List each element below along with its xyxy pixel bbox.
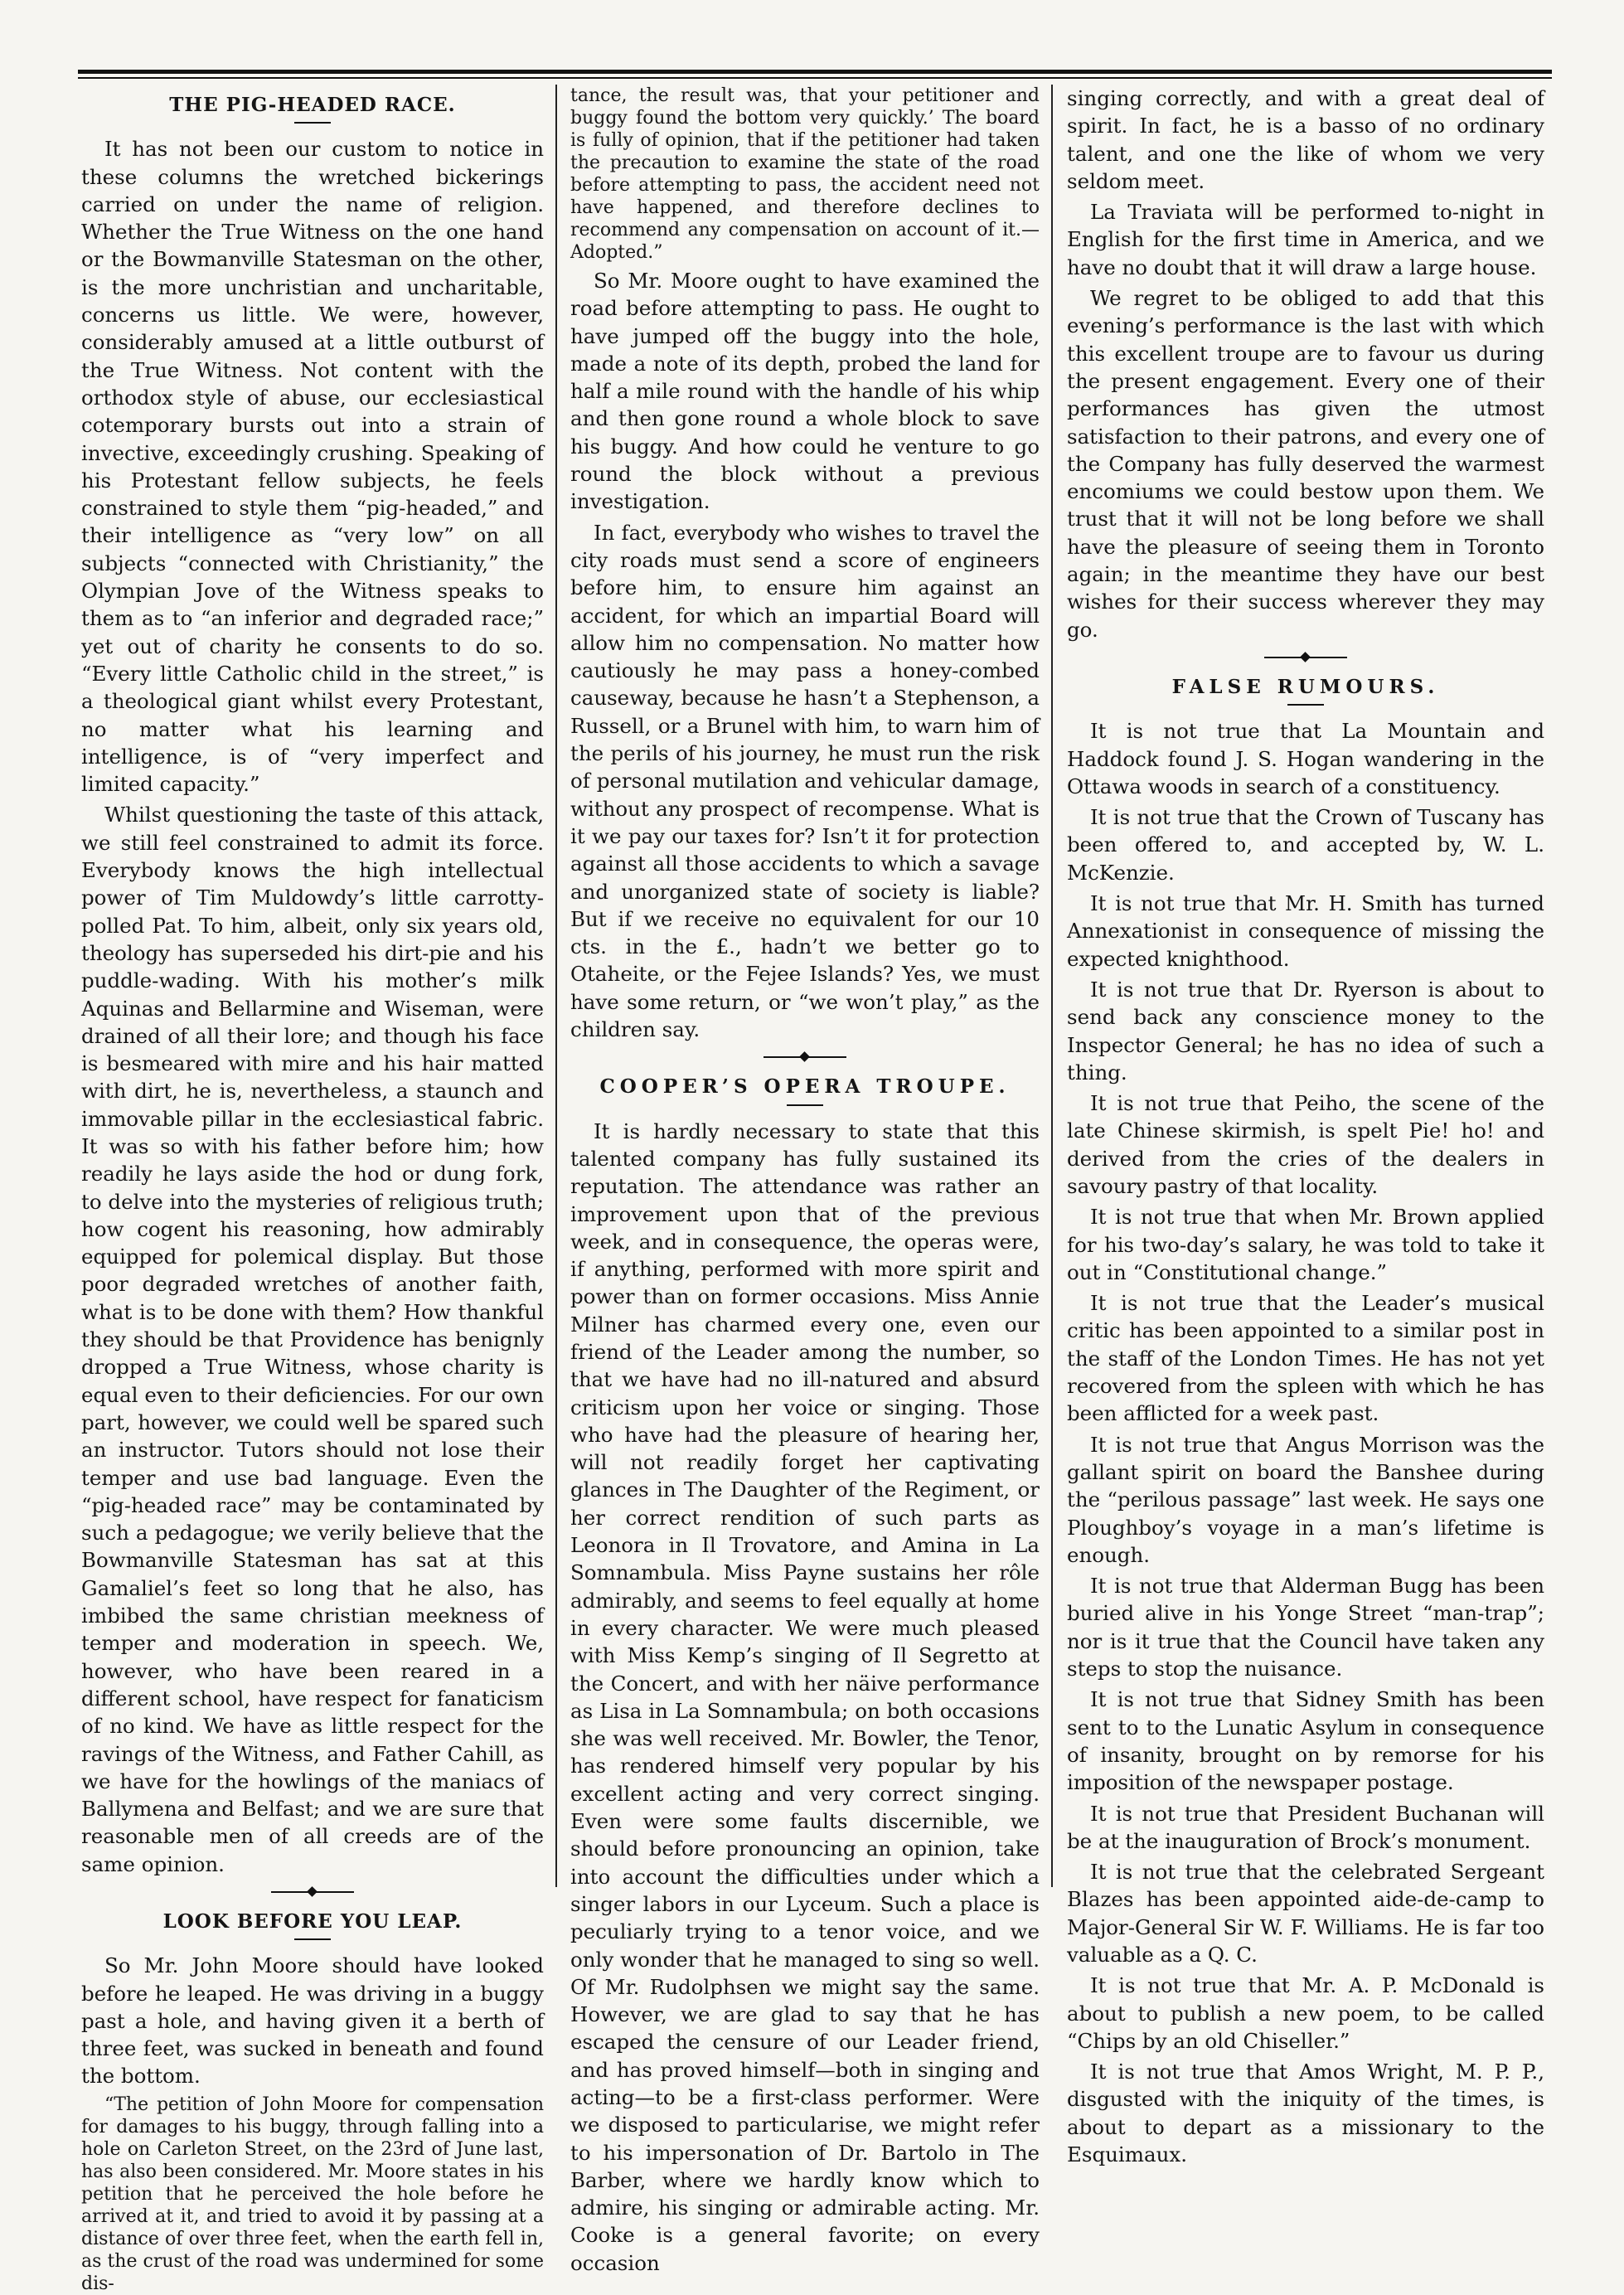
article-title-pig-headed-race: THE PIG-HEADED RACE.: [169, 94, 456, 116]
title-dash: [294, 122, 331, 124]
rumour-item: It is not true that President Buchanan will be at the inauguration of Brock’s monument.: [1067, 1801, 1544, 1853]
rumour-item: It is not true that the Crown of Tuscany has been offered to, and accepted by, W. L. McKenzie.: [1067, 805, 1544, 885]
rumour-item: It is not true that Mr. A. P. McDonald is about to publish a new poem, to be called “Chips by an old Chiseller.”: [1067, 1973, 1544, 2053]
article-title-false-rumours: FALSE RUMOURS.: [1171, 675, 1440, 698]
rumour-item: It is not true that La Mountain and Haddock found J. S. Hogan wandering in the Ottawa woods in search of a constituency.: [1067, 719, 1544, 798]
article-paragraph: La Traviata will be performed to-night in English for the first time in America, and we have no doubt that it will draw a large house.: [1067, 200, 1544, 279]
rumour-item: It is not true that Amos Wright, M. P. P., disgusted with the iniquity of the times, is about to depart as a missionary to the Esquimaux.: [1067, 2060, 1544, 2167]
column-rule-1: [555, 85, 557, 1887]
rumour-item: It is not true that the celebrated Sergeant Blazes has been appointed aide-de-camp to Major-General Sir W. F. Williams. He is far too valuable as a Q. C.: [1067, 1860, 1544, 1967]
rumour-item: It is not true that Peiho, the scene of the late Chinese skirmish, is spelt Pie! ho! and derived from the cries of the dealers in savoury pastry of that locality.: [1067, 1091, 1544, 1198]
column-rule-2: [1051, 85, 1053, 1887]
rumour-item: It is not true that Alderman Bugg has been buried alive in his Yonge Street “man-trap”; nor is it true that the Council have taken any steps to stop the nuisance.: [1067, 1574, 1544, 1681]
article-paragraph: We regret to be obliged to add that this evening’s performance is the last with which this excellent troupe are to favour us during the present engagement. Every one of their performances has given the utmost satisfaction to their patrons, and every one of the Company has fully deserved the warmest encomiums we could bestow upon them. We trust that it will not be long before we shall have the pleasure of seeing them in Toronto again; in the meantime they have our best wishes for their success wherever they may go.: [1067, 286, 1544, 642]
title-dash: [1287, 704, 1324, 706]
title-dash: [294, 1938, 331, 1940]
rumour-item: It is not true that Sidney Smith has been sent to to the Lunatic Asylum in consequence of insanity, brought on by remorse for his imposition of the newspaper postage.: [1067, 1687, 1544, 1795]
title-dash: [787, 1104, 823, 1106]
column-3: [1067, 85, 1544, 2167]
article-paragraph: singing correctly, and with a great deal of spirit. In fact, he is a basso of no ordinary talent, and one the like of whom we very seldom meet.: [1067, 86, 1544, 193]
quoted-petition: “The petition of John Moore for compensation for damages to his buggy, through falling into a hole on Carleton Street, on the 23rd of June last, has also been considered. Mr. Moore states in his petition that he perceived the hole before he arrived at it, and tried to avoid it by passing at a distance of over three feet, when the earth fell in, as the crust of the road was undermined for some dis-: [81, 2094, 544, 2294]
article-paragraph: It is hardly necessary to state that this talented company has fully sustained its reputation. The attendance was rather an improvement upon that of the previous week, and in consequence, the operas were, if anything, performed with more spirit and power than on former occasions. Miss Annie Milner has charmed every one, even our friend of the Leader among the number, so that we have had no ill-natured and absurd criticism upon her voice or singing. Those who have had the pleasure of hearing her, will not readily forget her captivating glances in The Daughter of the Regiment, or her correct rendition of such parts as Leonora in Il Trovatore, and Amina in La Somnambula. Miss Payne sustains her rôle admirably, and seems to feel equally at home in every character. We were much pleased with Miss Kemp’s singing of Il Segretto at the Concert, and with her näive performance as Lisa in La Somnambula; on both occasions she was well received. Mr. Bowler, the Tenor, has rendered himself very popular by his excellent acting and very correct singing. Even were some faults discernible, we should before pronouncing an opinion, take into account the difficulties under which a singer labors in our Lyceum. Such a place is peculiarly trying to a tenor voice, and we only wonder that he managed to sing so well. Of Mr. Rudolphsen we might say the same. However, we are glad to say that he has escaped the censure of our Leader friend, and has proved himself—both in singing and acting—to be a first-class performer. Were we disposed to particularise, we might refer to his impersonation of Dr. Bartolo in The Barber, where we hardly know which to admire, his singing or admirable acting. Mr. Cooke is a general favorite; on every occasion: [570, 1118, 1040, 2275]
section-separator: [1264, 657, 1347, 658]
article-paragraph: It has not been our custom to notice in these columns the wretched bickerings carried on under the name of religion. Whether the True Witness on the one hand or the Bowmanville Statesman on the other, is the more unchristian and uncharitable, concerns us little. We were, however, considerably amused at a little outburst of the True Witness. Not content with the orthodox style of abuse, our ecclesiastical cotemporary bursts out into a strain of invective, exceedingly crushing. Speaking of his Protestant fellow subjects, he feels constrained to style them “pig-headed,” and their intelligence as “very low” on all subjects “connected with Christianity,” the Olympian Jove of the Witness speaks to them as to “an inferior and degraded race;” yet out of charity he consents to do so. “Every little Catholic child in the street,” is a theological giant whilst every Protestant, no matter what his learning and intelligence, is of “very imperfect and limited capacity.”: [81, 137, 544, 797]
article-title-coopers-opera-troupe: COOPER’S OPERA TROUPE.: [599, 1075, 1011, 1099]
rumour-item: It is not true that the Leader’s musical critic has been appointed to a similar post in the staff of the London Times. He has not yet recovered from the spleen with which he has been afflicted for a week past.: [1067, 1291, 1544, 1426]
top-rule-thick: [78, 70, 1552, 74]
section-separator: [764, 1056, 846, 1058]
article-paragraph: In fact, everybody who wishes to travel the city roads must send a score of engineers before him, to ensure him against an accident, for which an impartial Board will allow him no compensation. No matter how cautiously he may pass a honey-combed causeway, because he hasn’t a Stephenson, a Russell, or a Brunel with him, to warn him of the perils of his journey, he must run the risk of personal mutilation and vehicular damage, without any prospect of recompense. What is it we pay our taxes for? Isn’t it for protection against all those accidents to which a savage and unorganized state of society is liable? But if we receive no equivalent for our 10 cts. in the £., hadn’t we better go to Otaheite, or the Fejee Islands? Yes, we must have some return, or “we won’t play,” as the children say.: [570, 520, 1040, 1042]
rumour-item: It is not true that Mr. H. Smith has turned Annexationist in consequence of missing the expected knighthood.: [1067, 891, 1544, 971]
column-2: [570, 85, 1040, 2275]
article-paragraph: Whilst questioning the taste of this attack, we still feel constrained to admit its force. Everybody knows the high intellectual power of Tim Muldowdy’s little carrotty-polled Pat. To him, albeit, only six years old, theology has superseded his dirt-pie and his puddle-wading. With his mother’s milk Aquinas and Bellarmine and Wiseman, were drained of all their lore; and though his face is besmeared with mire and his hair matted with dirt, he is, nevertheless, a staunch and immovable pillar in the ecclesiastical fabric. It was so with his father before him; how readily he lays aside the hod or dung fork, to delve into the mysteries of religious truth; how cogent his reasoning, how admirably equipped for polemical display. But those poor degraded wretches of another faith, what is to be done with them? How thankful they should be that Providence has benignly dropped a True Witness, whose charity is equal even to their deficiencies. For our own part, however, we could well be spared such an instructor. Tutors should not lose their temper and use bad language. Even the “pig-headed race” may be contaminated by such a pedagogue; we verily believe that the Bowmanville Statesman has sat at this Gamaliel’s feet so long that he also, has imbibed the same christian meekness of temper and moderation in speech. We, however, who have been reared in a different school, have respect for fanaticism of no kind. We have as little respect for the ravings of the Witness, and Father Cahill, as we have for the howlings of the maniacs of Ballymena and Belfast; and we are sure that reasonable men of all creeds are of the same opinion.: [81, 803, 544, 1876]
column-1: [81, 85, 544, 2294]
rumour-item: It is not true that Dr. Ryerson is about to send back any conscience money to the Inspector General; he has no idea of such a thing.: [1067, 977, 1544, 1084]
rumour-item: It is not true that Angus Morrison was the gallant spirit on board the Banshee during the “perilous passage” last week. He says one Ploughboy’s voyage in a man’s lifetime is enough.: [1067, 1432, 1544, 1567]
article-paragraph: So Mr. John Moore should have looked before he leaped. He was driving in a buggy past a hole, and having given it a berth of three feet, was sucked in beneath and found the bottom.: [81, 1953, 544, 2089]
rumour-item: It is not true that when Mr. Brown applied for his two-day’s salary, he was told to take it out in “Constitutional change.”: [1067, 1205, 1544, 1284]
section-separator: [271, 1891, 354, 1893]
article-title-look-before-you-leap: LOOK BEFORE YOU LEAP.: [162, 1910, 463, 1933]
quoted-petition-continued: tance, the result was, that your petitioner and buggy found the bottom very quickly.’ The board is fully of opinion, that if the petitioner had taken the precaution to examine the state of the road before attempting to pass, the accident need not have happened, and therefore declines to recommend any compensation on account of it.—Adopted.”: [570, 85, 1040, 263]
top-rule-thin: [78, 77, 1552, 79]
article-paragraph: So Mr. Moore ought to have examined the road before attempting to pass. He ought to have jumped off the buggy into the hole, made a note of its depth, probed the land for half a mile round with the handle of his whip and then gone round a whole block to save his buggy. And how could he venture to go round the block without a previous investigation.: [570, 269, 1040, 514]
